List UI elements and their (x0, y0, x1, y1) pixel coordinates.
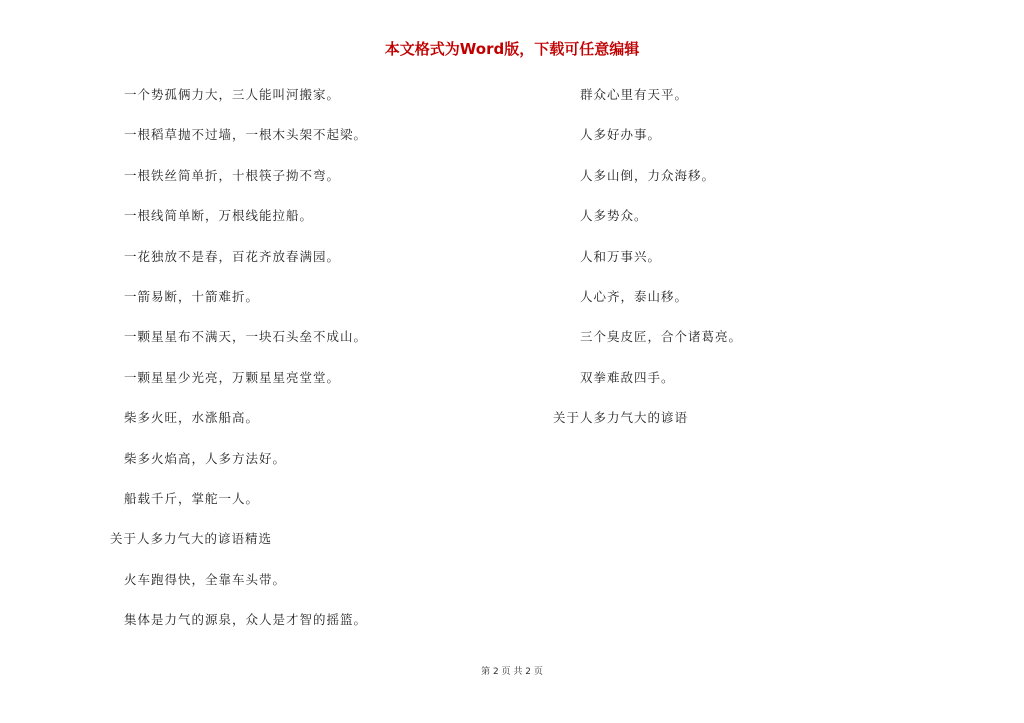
proverb-line: 一个势孤俩力大，三人能叫河搬家。 (124, 87, 341, 102)
proverb-line: 一颗星星布不满天，一块石头垒不成山。 (124, 329, 368, 345)
right-text-column (553, 86, 973, 450)
proverb-line: 一花独放不是春，百花齐放春满园。 (124, 248, 341, 264)
proverb-line: 人和万事兴。 (580, 248, 662, 264)
proverb-line: 船载千斤，掌舵一人。 (124, 490, 260, 506)
proverb-line: 柴多火旺，水涨船高。 (124, 410, 260, 426)
proverb-line: 三个臭皮匠，合个诸葛亮。 (580, 329, 743, 345)
proverb-line: 一箭易断，十箭难折。 (124, 288, 260, 304)
document-header-title: 本文格式为Word版，下载可任意编辑 (384, 40, 640, 58)
proverb-line: 人多好办事。 (580, 127, 662, 143)
page-number-footer: 第 2 页 共 2 页 (481, 667, 543, 677)
proverb-line: 双拳难敌四手。 (580, 369, 675, 385)
proverb-line: 人多势众。 (580, 208, 648, 224)
proverb-line: 一颗星星少光亮，万颗星星亮堂堂。 (124, 369, 341, 385)
section-heading: 关于人多力气大的谚语精选 (110, 531, 273, 547)
proverb-line: 一根线简单断，万根线能拉船。 (124, 208, 314, 224)
proverb-line: 集体是力气的源泉，众人是才智的摇篮。 (124, 612, 368, 628)
proverb-line: 柴多火焰高，人多方法好。 (124, 450, 287, 466)
proverb-line: 火车跑得快，全靠车头带。 (124, 571, 287, 587)
proverb-line: 人多山倒，力众海移。 (580, 167, 716, 183)
proverb-line: 群众心里有天平。 (580, 87, 689, 102)
section-heading: 关于人多力气大的谚语 (553, 410, 689, 426)
proverb-line: 一根稻草抛不过墙，一根木头架不起梁。 (124, 127, 368, 143)
proverb-line: 一根铁丝简单折，十根筷子拗不弯。 (124, 167, 341, 183)
proverb-line: 人心齐，泰山移。 (580, 288, 689, 304)
left-text-column (110, 86, 530, 651)
